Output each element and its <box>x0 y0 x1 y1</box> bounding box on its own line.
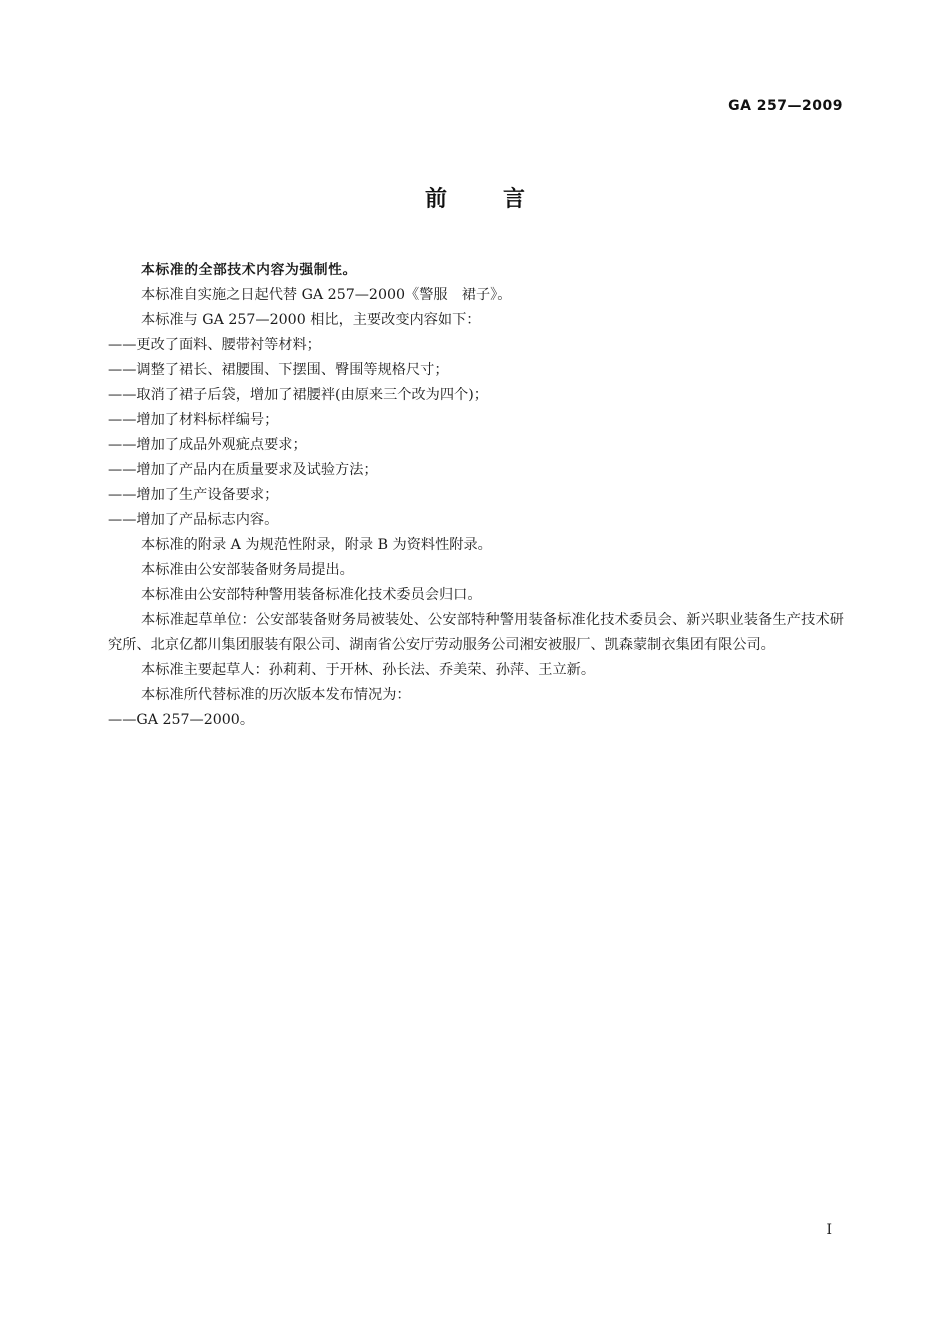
list-item: ——取消了裙子后袋，增加了裙腰袢(由原来三个改为四个)； <box>108 387 488 403</box>
page-title: 前言 <box>424 187 581 212</box>
list-item: ——更改了面料、腰带衬等材料； <box>108 337 321 353</box>
changes-intro: 本标准与 GA 257—2000 相比，主要改变内容如下： <box>141 312 481 328</box>
drafting-units-statement: 本标准起草单位：公安部装备财务局被装处、公安部特种警用装备标准化技术委员会、新兴职业装备生产技术研究所、北京亿都川集团服装有限公司、湖南省公安厅劳动服务公司湘安被服厂、凯森蒙制衣集团有限公司。 <box>108 612 844 653</box>
document-body <box>108 258 844 733</box>
proposed-by-statement: 本标准由公安部装备财务局提出。 <box>141 562 354 578</box>
list-item: ——增加了成品外观疵点要求； <box>108 437 307 453</box>
list-item: ——增加了材料标样编号； <box>108 412 279 428</box>
drafters-statement: 本标准主要起草人：孙莉莉、于开林、孙长法、乔美荣、孙萍、王立新。 <box>141 662 596 678</box>
list-item: ——增加了产品标志内容。 <box>108 512 279 528</box>
list-item: ——增加了生产设备要求； <box>108 487 279 503</box>
changes-list <box>108 333 844 533</box>
list-item: ——增加了产品内在质量要求及试验方法； <box>108 462 378 478</box>
history-intro: 本标准所代替标准的历次版本发布情况为： <box>141 687 411 703</box>
replacement-statement: 本标准自实施之日起代替 GA 257—2000《警服 裙子》。 <box>141 287 512 303</box>
appendix-statement: 本标准的附录 A 为规范性附录，附录 B 为资料性附录。 <box>141 537 492 553</box>
page-number: I <box>826 1222 832 1238</box>
list-item: ——调整了裙长、裙腰围、下摆围、臀围等规格尺寸； <box>108 362 449 378</box>
managed-by-statement: 本标准由公安部特种警用装备标准化技术委员会归口。 <box>141 587 482 603</box>
mandatory-statement: 本标准的全部技术内容为强制性。 <box>141 262 357 278</box>
history-item: ——GA 257—2000。 <box>108 712 255 728</box>
standard-code: GA 257—2009 <box>728 98 843 114</box>
